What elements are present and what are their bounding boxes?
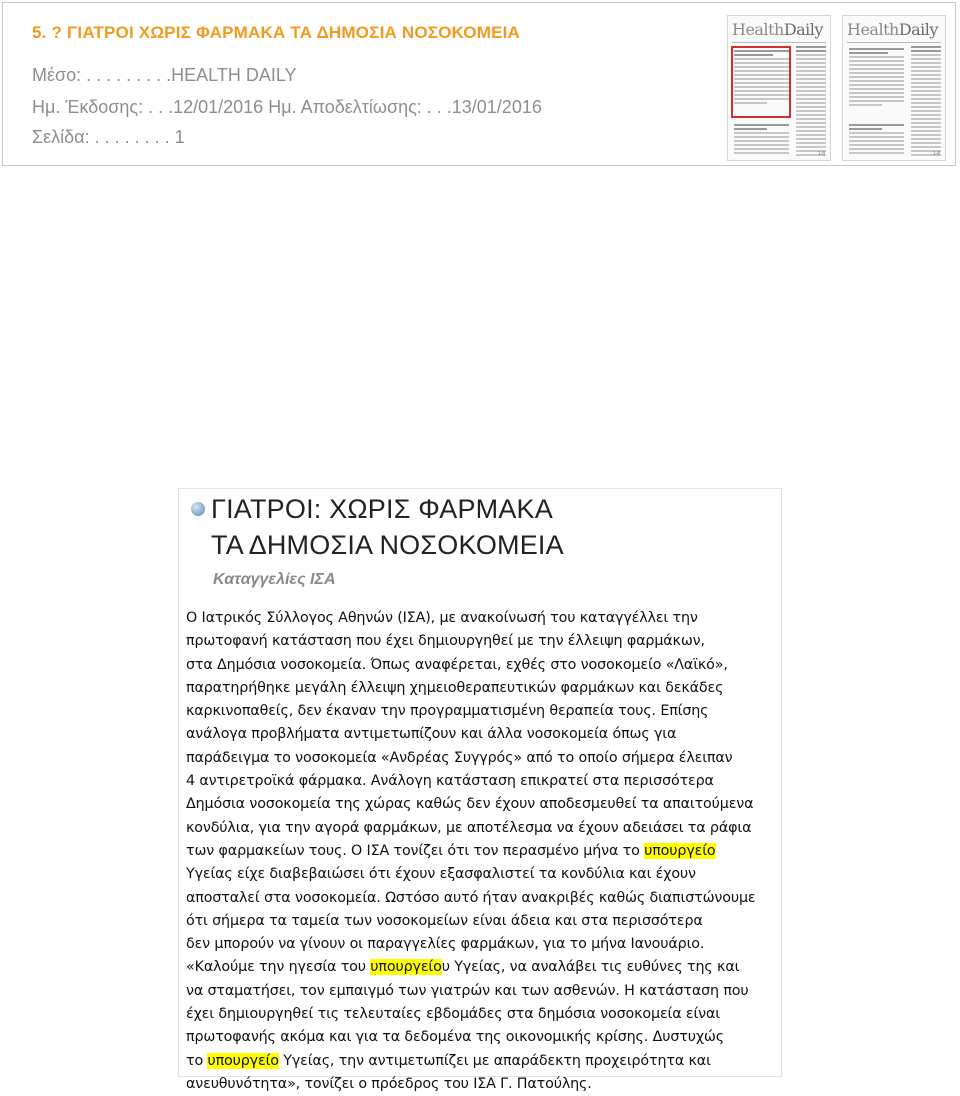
- article-body-line: ανάλογα προβλήματα αντιμετωπίζουν και άλλα νοσοκομεία όπως για: [186, 726, 677, 743]
- highlighted-term: υπουργείο: [207, 1052, 279, 1069]
- thumbnail-column: [849, 124, 904, 156]
- article-body-line: πρωτοφανής ακόμα και για τα δεδομένα της οικονομικής κρίσης. Δυστυχώς: [186, 1029, 724, 1046]
- article-title-line: ΤΑ ΔΗΜΟΣΙΑ ΝΟΣΟΚΟΜΕΙΑ: [211, 530, 564, 560]
- article-body-line: Υγείας είχε διαβεβαιώσει ότι έχουν εξασφαλιστεί τα κονδύλια και έχουν: [186, 866, 696, 883]
- thumbnail-column: [911, 46, 941, 158]
- clipping-header: [2, 2, 956, 166]
- page-thumbnail-2[interactable]: [842, 15, 946, 161]
- highlighted-term: υπουργείο: [644, 842, 716, 859]
- thumbnail-column: [734, 124, 789, 156]
- thumbnail-page-number: 1-8: [817, 151, 825, 157]
- article-body-line: στα Δημόσια νοσοκομεία. Όπως αναφέρεται, εχθές στο νοσοκομείο «Λαϊκό»,: [186, 656, 728, 673]
- thumbnail-column: [796, 46, 826, 158]
- article-body-line: το υπουργείο Υγείας, την αντιμετωπίζει με απαράδεκτη προχειρότητα και: [186, 1052, 711, 1069]
- article-body-line: ότι σήμερα τα ταμεία των νοσοκομείων είναι άδεια και στα περισσότερα: [186, 912, 703, 929]
- page-line: Σελίδα: . . . . . . . . 1: [32, 127, 185, 147]
- article-body-line: πρωτοφανή κατάσταση που έχει δημιουργηθεί με την έλλειψη φαρμάκων,: [186, 633, 705, 650]
- article-body-line: 4 αντιρετροϊκά φάρμακα. Ανάλογη κατάσταση επικρατεί στα περισσότερα: [186, 773, 714, 790]
- article-clipping: [178, 488, 782, 1092]
- article-body: [186, 607, 780, 1096]
- article-body-line: ανευθυνότητα», τονίζει ο πρόεδρος του ΙΣΑ Γ. Πατούλης.: [186, 1075, 592, 1092]
- bullet-icon: [191, 502, 205, 516]
- article-body-line: να σταματήσει, τον εμπαιγμό των γιατρών και των ασθενών. Η κατάσταση που: [186, 982, 749, 999]
- article-body-line: Δημόσια νοσοκομεία της χώρας καθώς δεν έχουν αποδεσμευθεί τα απαιτούμενα: [186, 796, 754, 813]
- dates-line: Ημ. Έκδοσης: . . .12/01/2016 Ημ. Αποδελτίωσης: . . .13/01/2016: [32, 97, 542, 117]
- article-body-line: Ο Ιατρικός Σύλλογος Αθηνών (ΙΣΑ), με ανακοίνωσή του καταγγέλλει την: [186, 610, 698, 626]
- article-body-line: παρατηρήθηκε μεγάλη έλλειψη χημειοθεραπευτικών φαρμάκων και δεκάδες: [186, 679, 724, 696]
- article-body-line: παράδειγμα το νοσοκομεία «Ανδρέας Συγγρός» από το οποίο σήμερα έλειπαν: [186, 749, 733, 766]
- article-body-line: κονδύλια, για την αγορά φαρμάκων, με αποτέλεσμα να έχουν αδειάσει τα ράφια: [186, 819, 752, 836]
- article-body-line: δεν μπορούν να γίνουν οι παραγγελίες φαρμάκων, για το μήνα Ιανουάριο.: [186, 936, 705, 953]
- article-body-line: καρκινοπαθείς, δεν έκαναν την προγραμματισμένη θεραπεία τους. Επίσης: [186, 703, 709, 720]
- article-title: [211, 491, 564, 563]
- thumbnail-masthead: HealthDaily: [732, 20, 823, 39]
- article-body-line: των φαρμακείων τους. Ο ΙΣΑ τονίζει ότι τον περασμένο μήνα το υπουργείο: [186, 842, 716, 859]
- article-body-line: αποσταλεί στα νοσοκομεία. Ωστόσο αυτό ήταν ανακριβές καθώς διαπιστώνουμε: [186, 889, 756, 906]
- medium-line: Μέσο: . . . . . . . . .HEALTH DAILY: [32, 65, 297, 85]
- thumbnail-masthead: HealthDaily: [847, 20, 938, 39]
- article-body-line: έχει δημιουργηθεί τις τελευταίες εβδομάδες στα δημόσια νοσοκομεία είναι: [186, 1006, 720, 1023]
- thumbnail-rule: [732, 42, 826, 43]
- thumbnail-column: [734, 50, 789, 106]
- thumbnail-column: [849, 48, 904, 108]
- thumbnail-rule: [847, 42, 941, 43]
- highlighted-term: υπουργείο: [370, 959, 442, 976]
- article-subtitle: Καταγγελίες ΙΣΑ: [213, 571, 336, 588]
- article-body-line: «Καλούμε την ηγεσία του υπουργείου Υγείας, να αναλάβει τις ευθύνες της και: [186, 959, 740, 976]
- clipping-title: 5. ? ΓΙΑΤΡΟΙ ΧΩΡΙΣ ΦΑΡΜΑΚΑ ΤΑ ΔΗΜΟΣΙΑ ΝΟΣΟΚΟΜΕΙΑ: [32, 23, 521, 42]
- article-title-line: ΓΙΑΤΡΟΙ: ΧΩΡΙΣ ΦΑΡΜΑΚΑ: [211, 494, 553, 524]
- thumbnail-page-number: 1-8: [932, 151, 940, 157]
- page-thumbnail-1[interactable]: [727, 15, 831, 161]
